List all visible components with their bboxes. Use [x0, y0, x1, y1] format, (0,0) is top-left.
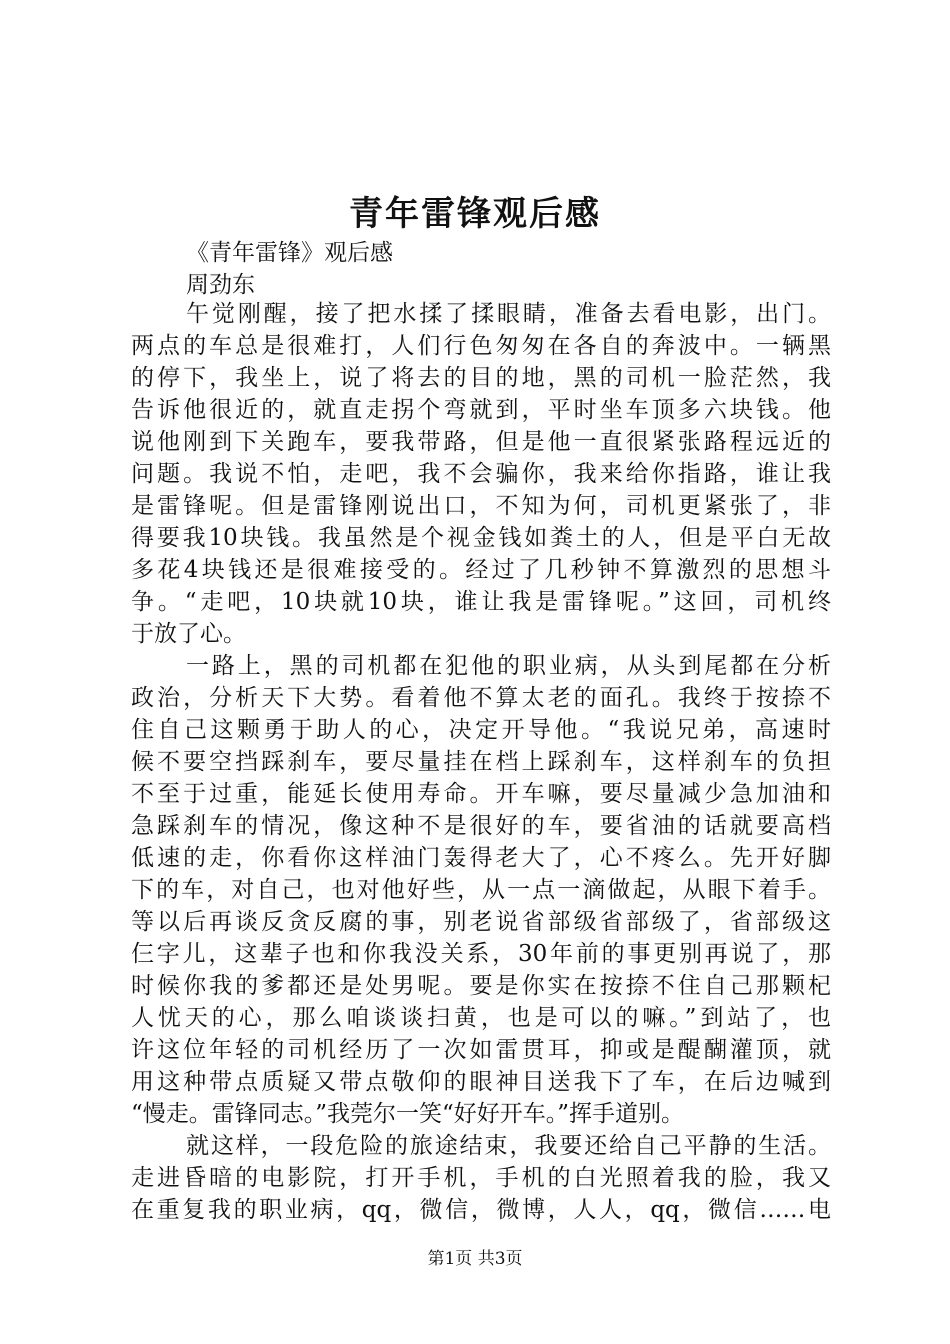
text-line: 于放了心。: [131, 621, 246, 647]
text-line: 仨字儿，这辈子也和你我没关系，30年前的事更别再说了，那: [131, 941, 831, 967]
text-line: 一路上，黑的司机都在犯他的职业病，从头到尾都在分析: [186, 653, 831, 679]
page-indicator: 第1页 共3页: [427, 1249, 523, 1269]
text-line: 急踩刹车的情况，像这种不是很好的车，要省油的话就要高档: [131, 813, 831, 839]
document-subtitle: 《青年雷锋》观后感: [186, 240, 393, 266]
text-line: 多花4块钱还是很难接受的。经过了几秒钟不算激烈的思想斗: [131, 557, 831, 583]
text-line: 候不要空挡踩刹车，要尽量挂在档上踩刹车，这样刹车的负担: [131, 749, 831, 775]
text-line: 住自己这颗勇于助人的心，决定开导他。“我说兄弟，高速时: [131, 717, 831, 743]
text-line: 许这位年轻的司机经历了一次如雷贯耳，抑或是醍醐灌顶，就: [131, 1037, 831, 1063]
text-line: 不至于过重，能延长使用寿命。开车嘛，要尽量减少急加油和: [131, 781, 831, 807]
text-line: 争。“走吧，10块就10块，谁让我是雷锋呢。”这回，司机终: [131, 589, 831, 615]
text-line: 问题。我说不怕，走吧，我不会骗你，我来给你指路，谁让我: [131, 461, 831, 487]
text-line: 的停下，我坐上，说了将去的目的地，黑的司机一脸茫然，我: [131, 365, 831, 391]
document-title: 青年雷锋观后感: [349, 194, 601, 234]
text-line: 时候你我的爹都还是处男呢。要是你实在按捺不住自己那颗杞: [131, 973, 831, 999]
text-line: 就这样，一段危险的旅途结束，我要还给自己平静的生活。: [186, 1133, 831, 1159]
text-line: 是雷锋呢。但是雷锋刚说出口，不知为何，司机更紧张了，非: [131, 493, 831, 519]
text-line: 在重复我的职业病，qq，微信，微博，人人，qq，微信……电: [131, 1197, 831, 1223]
text-line: 得要我10块钱。我虽然是个视金钱如粪土的人，但是平白无故: [131, 525, 831, 551]
document-author: 周劲东: [186, 272, 255, 298]
text-line: 用这种带点质疑又带点敬仰的眼神目送我下了车，在后边喊到: [131, 1069, 831, 1095]
text-line: 人忧天的心，那么咱谈谈扫黄，也是可以的嘛。”到站了，也: [131, 1005, 831, 1031]
text-line: “慢走。雷锋同志。”我莞尔一笑“好好开车。”挥手道别。: [131, 1101, 685, 1127]
text-line: 午觉刚醒，接了把水揉了揉眼睛，准备去看电影，出门。: [186, 301, 831, 327]
text-line: 下的车，对自己，也对他好些，从一点一滴做起，从眼下着手。: [131, 877, 831, 903]
text-line: 走进昏暗的电影院，打开手机，手机的白光照着我的脸，我又: [131, 1165, 831, 1191]
text-line: 低速的走，你看你这样油门轰得老大了，心不疼么。先开好脚: [131, 845, 831, 871]
text-line: 等以后再谈反贪反腐的事，别老说省部级省部级了，省部级这: [131, 909, 831, 935]
text-line: 两点的车总是很难打，人们行色匆匆在各自的奔波中。一辆黑: [131, 333, 831, 359]
text-line: 政治，分析天下大势。看着他不算太老的面孔。我终于按捺不: [131, 685, 831, 711]
text-line: 告诉他很近的，就直走拐个弯就到，平时坐车顶多六块钱。他: [131, 397, 831, 423]
text-line: 说他刚到下关跑车，要我带路，但是他一直很紧张路程远近的: [131, 429, 831, 455]
